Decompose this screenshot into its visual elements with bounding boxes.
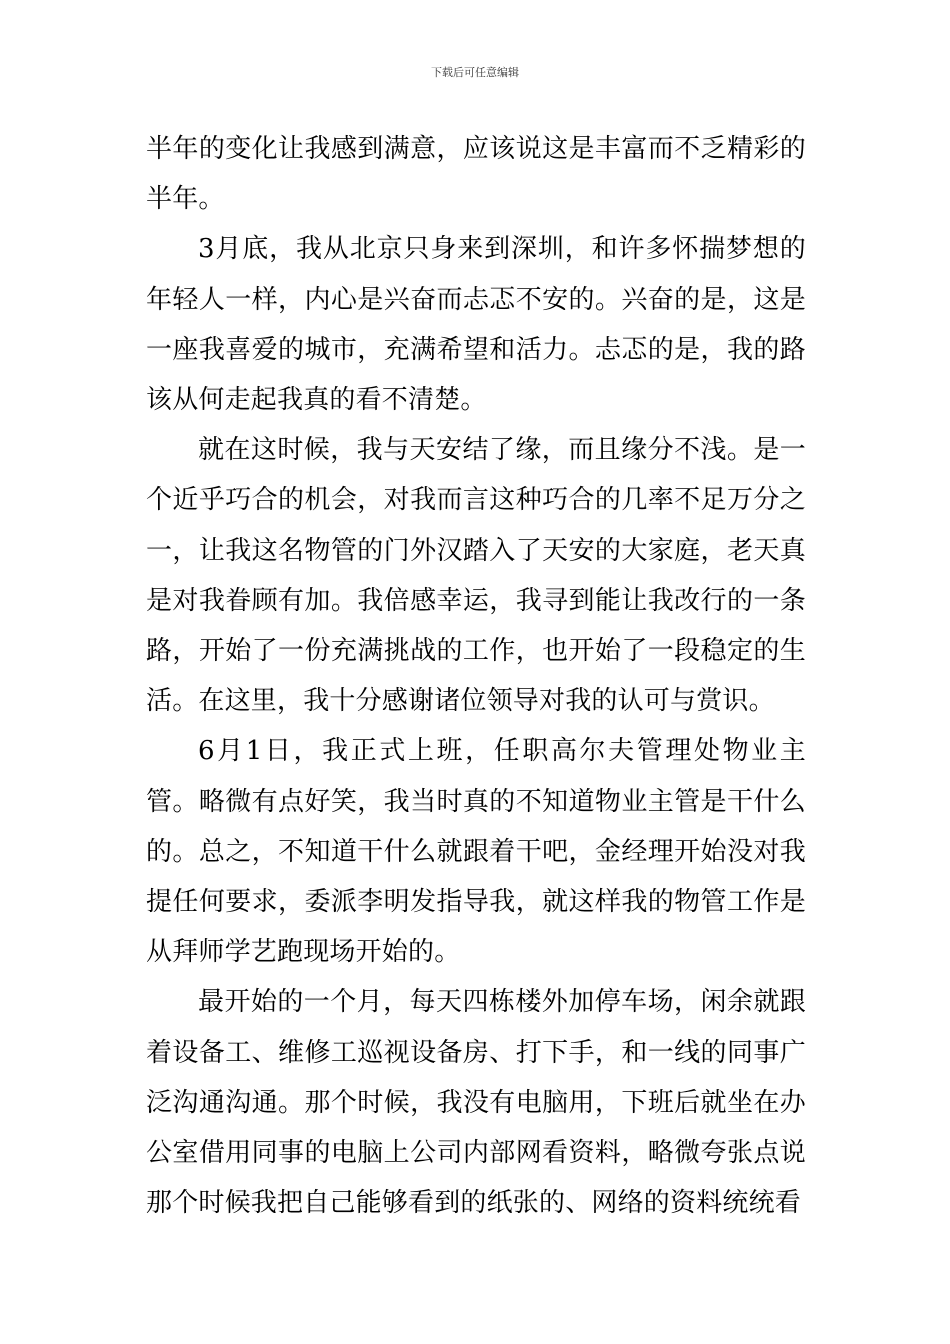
- paragraph-1: 半年的变化让我感到满意，应该说这是丰富而不乏精彩的半年。: [146, 134, 806, 215]
- paragraph-5: 最开始的一个月，每天四栋楼外加停车场，闲余就跟着设备工、维修工巡视设备房、打下手，和一线的同事广泛沟通沟通。那个时候，我没有电脑用，下班后就坐在办公室借用同事的电脑上公司内部网看资料，略微夸张点说那个时候我把自己能够看到的纸张的、网络的资料统统看: [146, 987, 806, 1219]
- paragraph-2: 3月底，我从北京只身来到深圳，和许多怀揣梦想的年轻人一样，内心是兴奋而忐忑不安的。兴奋的是，这是一座我喜爱的城市，充满希望和活力。忐忑的是，我的路该从何走起我真的看不清楚。: [146, 234, 806, 416]
- page-header: 下载后可任意编辑: [431, 66, 519, 79]
- paragraph-3: 就在这时候，我与天安结了缘，而且缘分不浅。是一个近乎巧合的机会，对我而言这种巧合的几率不足万分之一，让我这名物管的门外汉踏入了天安的大家庭，老天真是对我眷顾有加。我倍感幸运，我寻到能让我改行的一条路，开始了一份充满挑战的工作，也开始了一段稳定的生活。在这里，我十分感谢诸位领导对我的认可与赏识。: [146, 435, 806, 717]
- paragraph-4: 6月1日，我正式上班，任职高尔夫管理处物业主管。略微有点好笑，我当时真的不知道物业主管是干什么的。总之，不知道干什么就跟着干吧，金经理开始没对我提任何要求，委派李明发指导我，就这样我的物管工作是从拜师学艺跑现场开始的。: [146, 736, 806, 968]
- document-body: [146, 124, 806, 1228]
